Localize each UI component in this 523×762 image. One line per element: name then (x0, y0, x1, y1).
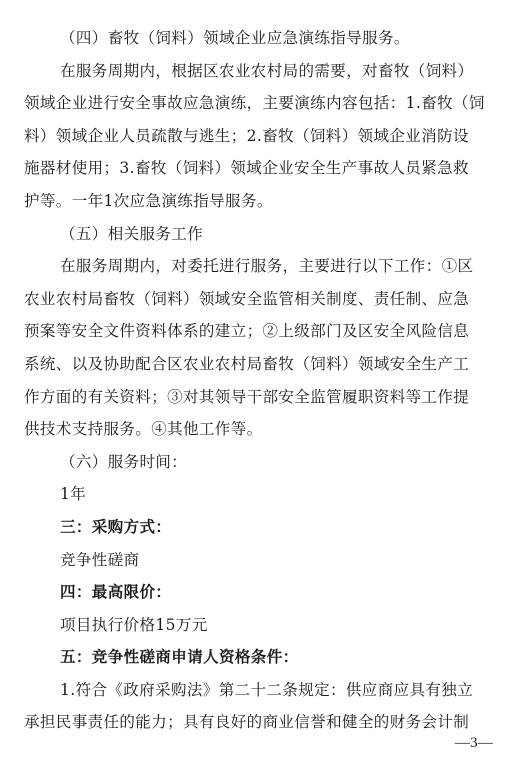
paragraph-line: 作方面的有关资料；③对其领导干部安全监管履职资料等工作提 (24, 387, 470, 406)
paragraph-line: 领域企业进行安全事故应急演练，主要演练内容包括：1.畜牧（饲 (24, 94, 485, 113)
heading-price-limit: 四：最高限价： (60, 583, 172, 602)
price-limit-value: 项目执行价格15万元 (60, 615, 208, 634)
heading-livestock-drill: （四）畜牧（饲料）领域企业应急演练指导服务。 (60, 29, 410, 47)
heading-procurement-method: 三：采购方式： (60, 517, 172, 536)
document-body (24, 22, 500, 739)
paragraph-line: 系统、以及协助配合区农业农村局畜牧（饲料）领域安全生产工 (24, 354, 470, 373)
heading-service-time: （六）服务时间： (60, 452, 188, 471)
paragraph-line: 农业农村局畜牧（饲料）领域安全监管相关制度、责任制、应急 (24, 289, 470, 308)
service-time-value: 1年 (60, 485, 87, 504)
paragraph-line: 在服务周期内，根据区农业农村局的需要，对畜牧（饲料） (60, 61, 474, 80)
paragraph-line: 在服务周期内，对委托进行服务，主要进行以下工作：①区 (60, 257, 474, 276)
paragraph-line: 料）领域企业人员疏散与逃生；2.畜牧（饲料）领域企业消防设 (24, 126, 469, 145)
paragraph-line: 施器材使用；3.畜牧（饲料）领域企业安全生产事故人员紧急救 (24, 159, 469, 178)
paragraph-line: 1.符合《政府采购法》第二十二条规定：供应商应具有独立 (60, 680, 474, 699)
heading-qualifications: 五：竞争性磋商申请人资格条件： (60, 648, 299, 667)
paragraph-line: 承担民事责任的能力；具有良好的商业信誉和健全的财务会计制 (24, 713, 470, 732)
heading-related-services: （五）相关服务工作 (60, 224, 204, 243)
paragraph-line: 供技术支持服务。④其他工作等。 (24, 420, 263, 439)
page-number: —3— (454, 735, 493, 751)
procurement-method-value: 竞争性磋商 (60, 550, 140, 569)
paragraph-line: 护等。一年1次应急演练指导服务。 (24, 191, 273, 210)
paragraph-line: 预案等安全文件资料体系的建立；②上级部门及区安全风险信息 (24, 322, 470, 341)
